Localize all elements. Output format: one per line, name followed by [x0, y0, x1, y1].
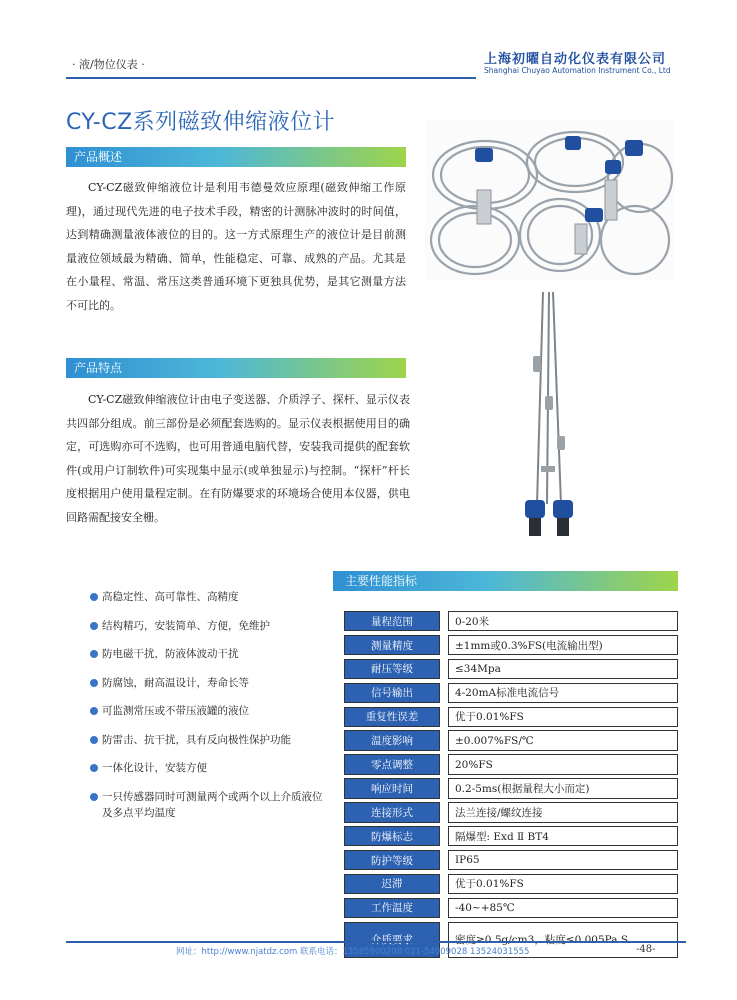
bullet-dot-icon: [90, 622, 98, 630]
spec-value: 隔爆型: Exd Ⅱ BT4: [448, 826, 678, 846]
section-heading-specs: 主要性能指标: [333, 571, 678, 591]
table-row: [344, 874, 678, 894]
table-row: [344, 707, 678, 727]
bullet-dot-icon: [90, 736, 98, 744]
bullet-dot-icon: [90, 650, 98, 658]
spec-value: ±0.007%FS/℃: [448, 730, 678, 750]
spec-label: 防爆标志: [344, 826, 440, 846]
table-row: [344, 802, 678, 822]
bullet-dot-icon: [90, 764, 98, 772]
list-item: 防雷击、抗干扰，具有反向极性保护功能: [92, 732, 332, 761]
spec-value: 优于0.01%FS: [448, 707, 678, 727]
spec-label: 响应时间: [344, 778, 440, 798]
spec-value: 20%FS: [448, 754, 678, 774]
table-row: [344, 611, 678, 631]
spec-label: 量程范围: [344, 611, 440, 631]
footer-divider: [66, 941, 686, 943]
company-name-cn: 上海初曜自动化仪表有限公司: [484, 52, 667, 67]
spec-value: -40~+85℃: [448, 898, 678, 918]
page-number: -48-: [636, 944, 656, 955]
footer-contact: 网址：http://www.njatdz.com 联系电话：13585900208 021-54009028 13524031555: [176, 947, 530, 957]
product-photo-probe-rods: [505, 286, 595, 548]
spec-value: 0.2-5ms(根据量程大小而定): [448, 778, 678, 798]
spec-label: 迟滞: [344, 874, 440, 894]
list-item: 防腐蚀，耐高温设计，寿命长等: [92, 675, 332, 704]
section-heading-features: 产品特点: [66, 358, 406, 378]
spec-value: IP65: [448, 850, 678, 870]
page-title: CY-CZ系列磁致伸缩液位计: [66, 110, 336, 135]
table-row: [344, 683, 678, 703]
table-row: [344, 659, 678, 679]
spec-label: 防护等级: [344, 850, 440, 870]
feature-bullet-list: [92, 589, 332, 833]
list-item: 一体化设计，安装方便: [92, 760, 332, 789]
spec-value: 优于0.01%FS: [448, 874, 678, 894]
spec-label: 连接形式: [344, 802, 440, 822]
overview-paragraph: CY-CZ磁致伸缩液位计是利用韦德曼效应原理(磁致伸缩工作原理)，通过现代先进的电子技术手段，精密的计测脉冲波时的时间值，达到精确测量液体液位的目的。这一方式原理生产的液位计是目前测量液位领域最为精确、简单，性能稳定、可靠、成熟的产品。尤其是在小量程、常温、常压这类普通环境下更独具优势，是其它测量方法不可比的。: [66, 181, 406, 312]
spec-value: ≤34Mpa: [448, 659, 678, 679]
table-row: [344, 850, 678, 870]
company-name-en: Shanghai Chuyao Automation Instrument Co., Ltd: [484, 66, 671, 75]
spec-label: 测量精度: [344, 635, 440, 655]
table-row: [344, 730, 678, 750]
list-item: 高稳定性、高可靠性、高精度: [92, 589, 332, 618]
list-item: 防电磁干扰，防液体波动干扰: [92, 646, 332, 675]
bullet-dot-icon: [90, 593, 98, 601]
spec-value: 法兰连接/螺纹连接: [448, 802, 678, 822]
table-row: [344, 898, 678, 918]
spec-label: 重复性误差: [344, 707, 440, 727]
table-row: [344, 635, 678, 655]
table-row: [344, 826, 678, 846]
section-heading-overview: 产品概述: [66, 147, 406, 167]
spec-label: 零点调整: [344, 754, 440, 774]
list-item: 结构精巧，安装简单、方便，免维护: [92, 618, 332, 647]
bullet-dot-icon: [90, 793, 98, 801]
table-row: [344, 754, 678, 774]
list-item: 一只传感器同时可测量两个或两个以上介质液位及多点平均温度: [92, 789, 332, 833]
list-item: 可监测常压或不带压液罐的液位: [92, 703, 332, 732]
category-label: · 液/物位仪表 ·: [72, 58, 145, 71]
features-paragraph: CY-CZ磁致伸缩液位计由电子变送器、介质浮子、探杆、显示仪表共四部分组成。前三部份是必须配套选购的。显示仪表根据使用目的确定，可选购亦可不选购，也可用普通电脑代替，安装我司提供的配套软件(或用户订制软件)可实现集中显示(或单独显示)与控制。“探杆”杆长度根据用户使用量程定制。在有防爆要求的环境场合使用本仪器，供电回路需配接安全栅。: [66, 393, 410, 524]
spec-table: [344, 611, 678, 961]
spec-value: ±1mm或0.3%FS(电流输出型): [448, 635, 678, 655]
spec-label: 耐压等级: [344, 659, 440, 679]
spec-value: 4-20mA标准电流信号: [448, 683, 678, 703]
spec-label: 信号输出: [344, 683, 440, 703]
bullet-dot-icon: [90, 707, 98, 715]
spec-label: 温度影响: [344, 730, 440, 750]
table-row: [344, 778, 678, 798]
spec-value: 0-20米: [448, 611, 678, 631]
product-photo-coiled-sensors: [425, 120, 675, 280]
spec-label: 工作温度: [344, 898, 440, 918]
header-divider: [66, 77, 476, 79]
bullet-dot-icon: [90, 679, 98, 687]
